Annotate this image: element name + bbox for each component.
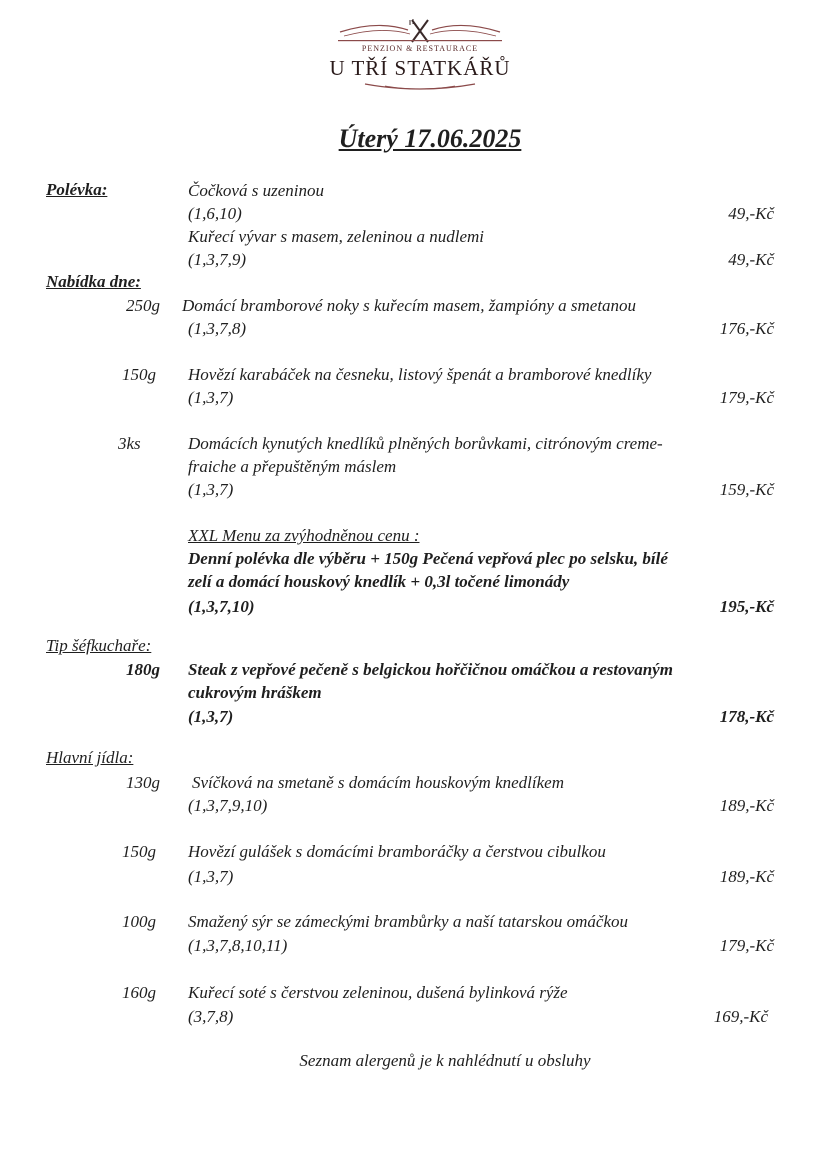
main-3-price: 179,-Kč bbox=[719, 936, 774, 955]
main-1-allergens: (1,3,7,9,10) bbox=[188, 796, 268, 815]
daily-2-name: Hovězí karabáček na česneku, listový špenát a bramborové knedlíky bbox=[188, 365, 652, 384]
xxl-menu-line1: Denní polévka dle výběru + 150g Pečená vepřová plec po selsku, bílé bbox=[188, 549, 668, 568]
chef-allergens: (1,3,7) bbox=[188, 707, 234, 726]
main-4-allergens: (3,7,8) bbox=[188, 1007, 234, 1026]
ornament-divider bbox=[360, 80, 480, 92]
daily-3-price: 159,-Kč bbox=[719, 480, 774, 499]
chef-price: 178,-Kč bbox=[719, 707, 774, 726]
chef-weight: 180g bbox=[126, 660, 160, 679]
chef-line1: Steak z vepřové pečeně s belgickou hořčičnou omáčkou a restovaným bbox=[188, 660, 673, 679]
daily-2-allergens: (1,3,7) bbox=[188, 388, 234, 407]
main-1-name: Svíčková na smetaně s domácím houskovým knedlíkem bbox=[192, 773, 564, 792]
main-3-name: Smažený sýr se zámeckými brambůrky a naší tatarskou omáčkou bbox=[188, 912, 629, 931]
soup-1-price: 49,-Kč bbox=[728, 204, 774, 223]
soup-2-name: Kuřecí vývar s masem, zeleninou a nudlemi bbox=[188, 227, 485, 246]
restaurant-logo bbox=[320, 10, 520, 100]
main-3-weight: 100g bbox=[122, 912, 156, 931]
daily-1-price: 176,-Kč bbox=[719, 319, 774, 338]
category-chef-tip: Tip šéfkuchaře: bbox=[46, 636, 152, 655]
soup-2-allergens: (1,3,7,9) bbox=[188, 250, 247, 269]
xxl-menu-line2: zelí a domácí houskový knedlík + 0,3l točené limonády bbox=[188, 572, 570, 591]
main-3-allergens: (1,3,7,8,10,11) bbox=[188, 936, 288, 955]
daily-3-allergens: (1,3,7) bbox=[188, 480, 234, 499]
fork-knife-crest-icon bbox=[338, 18, 502, 44]
main-4-price: 169,-Kč bbox=[713, 1007, 768, 1026]
soup-1-name: Čočková s uzeninou bbox=[188, 181, 324, 200]
xxl-menu-price: 195,-Kč bbox=[719, 597, 774, 616]
allergen-notice: Seznam alergenů je k nahlédnutí u obsluhy bbox=[299, 1051, 591, 1070]
category-daily-offer: Nabídka dne: bbox=[46, 272, 141, 291]
main-4-name: Kuřecí soté s čerstvou zeleninou, dušená bylinková rýže bbox=[188, 983, 568, 1002]
category-main-dishes: Hlavní jídla: bbox=[46, 748, 134, 767]
main-2-allergens: (1,3,7) bbox=[188, 867, 234, 886]
logo-subtitle: PENZION & RESTAURACE bbox=[361, 44, 479, 53]
daily-2-weight: 150g bbox=[122, 365, 156, 384]
xxl-menu-allergens: (1,3,7,10) bbox=[188, 597, 255, 616]
main-1-price: 189,-Kč bbox=[719, 796, 774, 815]
daily-1-name: Domácí bramborové noky s kuřecím masem, žampióny a smetanou bbox=[182, 296, 637, 315]
main-4-weight: 160g bbox=[122, 983, 156, 1002]
daily-3-weight: 3ks bbox=[118, 434, 141, 453]
daily-3-name-line2: fraiche a přepuštěným máslem bbox=[188, 457, 397, 476]
main-2-weight: 150g bbox=[122, 842, 156, 861]
category-soup: Polévka: bbox=[46, 180, 108, 199]
daily-1-allergens: (1,3,7,8) bbox=[188, 319, 247, 338]
soup-1-allergens: (1,6,10) bbox=[188, 204, 242, 223]
soup-2-price: 49,-Kč bbox=[728, 250, 774, 269]
daily-2-price: 179,-Kč bbox=[719, 388, 774, 407]
main-1-weight: 130g bbox=[126, 773, 160, 792]
daily-3-name-line1: Domácích kynutých knedlíků plněných borůvkami, citrónovým creme- bbox=[188, 434, 663, 453]
logo-title: U TŘÍ STATKÁŘŮ bbox=[329, 56, 511, 80]
xxl-menu-heading: XXL Menu za zvýhodněnou cenu : bbox=[188, 526, 420, 545]
main-2-name: Hovězí gulášek s domácími bramboráčky a čerstvou cibulkou bbox=[188, 842, 606, 861]
daily-1-weight: 250g bbox=[126, 296, 160, 315]
menu-date-title: Úterý 17.06.2025 bbox=[338, 124, 522, 153]
chef-line2: cukrovým hráškem bbox=[188, 683, 322, 702]
main-2-price: 189,-Kč bbox=[719, 867, 774, 886]
